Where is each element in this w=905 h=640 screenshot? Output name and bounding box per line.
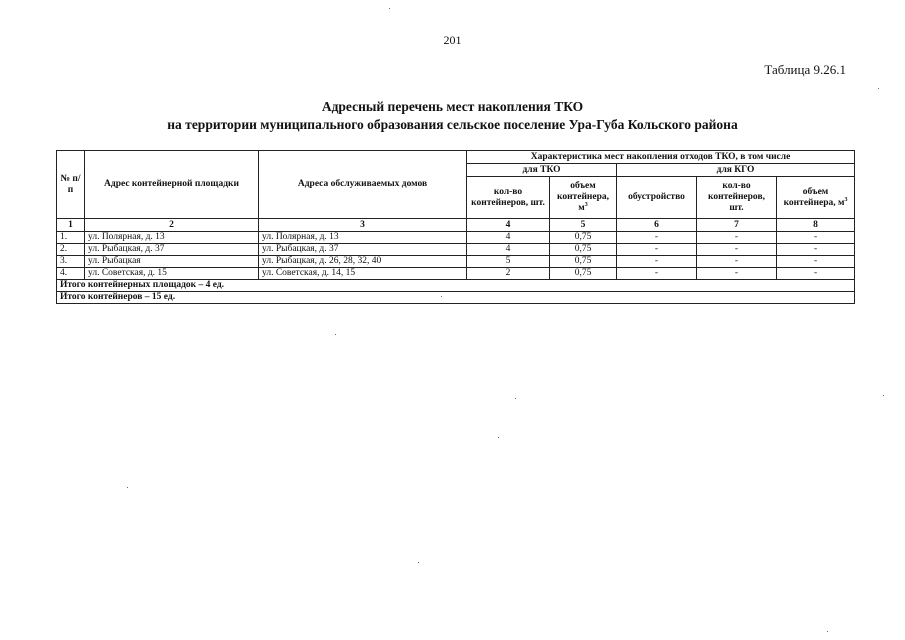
row-tko-count: 4 [467,244,550,256]
title-line-1: Адресный перечень мест накопления ТКО [321,99,584,114]
column-number: 7 [697,219,777,232]
row-tko-volume: 0,75 [550,244,617,256]
header-for-tko: для ТКО [467,164,617,177]
row-site-address: ул. Советская, д. 15 [85,268,259,280]
row-kgo-count: - [697,268,777,280]
row-kgo-volume: - [777,256,855,268]
row-kgo-equipment: - [617,268,697,280]
table-row [57,244,855,256]
header-tko-count: кол-во контейнеров, шт. [467,177,550,219]
total-sites-row [57,280,855,292]
header-houses-address: Адреса обслуживаемых домов [259,151,467,219]
row-houses-address: ул. Полярная, д. 13 [259,232,467,244]
row-num: 2. [57,244,85,256]
row-kgo-equipment: - [617,244,697,256]
row-tko-count: 2 [467,268,550,280]
header-kgo-count: кол-во контейнеров, шт. [697,177,777,219]
row-kgo-volume: - [777,244,855,256]
column-number: 3 [259,219,467,232]
title-line-2: на территории муниципального образования сельское поселение Ура-Губа Кольского района [167,117,738,132]
table-row [57,268,855,280]
row-houses-address: ул. Советская, д. 14, 15 [259,268,467,280]
row-houses-address: ул. Рыбацкая, д. 37 [259,244,467,256]
column-number-row [57,219,855,232]
column-number: 4 [467,219,550,232]
row-num: 1. [57,232,85,244]
document-title [0,98,905,134]
row-kgo-volume: - [777,232,855,244]
row-site-address: ул. Полярная, д. 13 [85,232,259,244]
row-houses-address: ул. Рыбацкая, д. 26, 28, 32, 40 [259,256,467,268]
column-number: 2 [85,219,259,232]
header-characteristics: Характеристика мест накопления отходов ТКО, в том числе [467,151,855,164]
column-number: 5 [550,219,617,232]
column-number: 1 [57,219,85,232]
row-num: 4. [57,268,85,280]
row-tko-volume: 0,75 [550,232,617,244]
column-number: 8 [777,219,855,232]
row-kgo-equipment: - [617,232,697,244]
row-kgo-count: - [697,256,777,268]
column-number: 6 [617,219,697,232]
header-tko-volume: объем контейнера, $м^3$ [550,177,617,219]
row-site-address: ул. Рыбацкая [85,256,259,268]
header-num: № п/п [57,151,85,219]
row-num: 3. [57,256,85,268]
header-for-kgo: для КГО [617,164,855,177]
header-kgo-volume: объем контейнера, $м^3$ [777,177,855,219]
row-site-address: ул. Рыбацкая, д. 37 [85,244,259,256]
total-containers-row [57,292,855,304]
table-row [57,232,855,244]
page-number: 201 [443,33,462,47]
row-tko-volume: 0,75 [550,256,617,268]
row-tko-count: 4 [467,232,550,244]
row-tko-count: 5 [467,256,550,268]
row-kgo-equipment: - [617,256,697,268]
row-tko-volume: 0,75 [550,268,617,280]
row-kgo-count: - [697,232,777,244]
header-site-address: Адрес контейнерной площадки [85,151,259,219]
row-kgo-count: - [697,244,777,256]
waste-sites-table [56,150,855,304]
row-kgo-volume: - [777,268,855,280]
total-containers: Итого контейнеров – 15 ед. [57,292,855,304]
total-sites: Итого контейнерных площадок – 4 ед. [57,280,855,292]
header-kgo-equipment: обустройство [617,177,697,219]
table-row [57,256,855,268]
table-label: Таблица 9.26.1 [764,62,846,77]
